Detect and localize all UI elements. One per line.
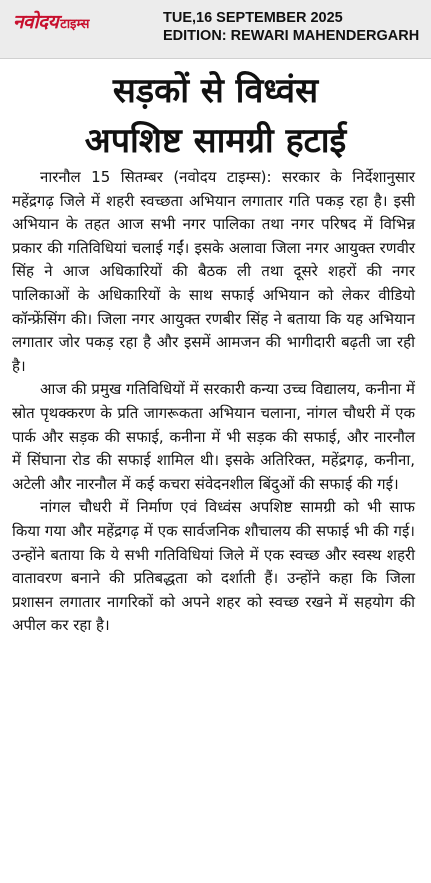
masthead [0,0,431,58]
headline-line-1: सड़कों से विध्वंस [112,71,319,111]
article-headline [0,66,431,166]
publication-date: TUE,16 SEPTEMBER 2025 [163,10,343,26]
edition-info [163,9,431,45]
logo-main-text: नवोदय [13,11,59,33]
newspaper-logo [13,10,89,34]
article-paragraph: नांगल चौधरी में निर्माण एवं विध्वंस अपशिष्ट सामग्री को भी साफ किया गया और महेंद्रगढ़ में एक सार्वजनिक शौचालय की सफाई भी की गई। उन्होंने बताया कि ये सभी गतिविधियां जिले में एक स्वच्छ और स्वस्थ शहरी वातावरण बनाने की प्रतिबद्धता को दर्शाती हैं। उन्होंने कहा कि जिला प्रशासन लगातार नागरिकों को अपने शहर को स्वच्छ रखने में सहयोग की अपील कर रहा है। [12,498,415,635]
logo-sub-text: टाइम्स [60,17,90,32]
headline-line-2: अपशिष्ट सामग्री हटाई [84,121,347,161]
article-body [12,166,415,638]
edition-name: EDITION: REWARI MAHENDERGARH [163,28,420,44]
article-paragraph: नारनौल 15 सितम्बर (नवोदय टाइम्स): सरकार के निर्देशानुसार महेंद्रगढ़ जिले में शहरी स्वच्छता अभियान लगातार गति पकड़ रहा है। इसी अभियान के तहत आज सभी नगर पालिका तथा नगर परिषद में विभिन्न प्रकार की गतिविधियां चलाई गईं। इसके अलावा जिला नगर आयुक्त रणवीर सिंह ने आज अधिकारियों की बैठक ली तथा दूसरे शहरों की नगर पालिकाओं के अधिकारियों के साथ सफाई अभियान को लेकर वीडियो कॉन्फ्रेंसिंग की। जिला नगर आयुक्त रणबीर सिंह ने बताया कि यह अभियान लगातार जोर पकड़ रहा है और इसमें आमजन की भागीदारी बढ़ती जा रही है। [12,168,415,375]
article-paragraph: आज की प्रमुख गतिविधियों में सरकारी कन्या उच्च विद्यालय, कनीना में स्रोत पृथक्करण के प्रति जागरूकता अभियान चलाना, नांगल चौधरी में एक पार्क और सड़क की सफाई, कनीना में भी सड़क की सफाई, और नारनौल में सिंघाना रोड की सफाई शामिल थी। इसके अतिरिक्त, महेंद्रगढ़, कनीना, अटेली और नारनौल में कई कचरा संवेदनशील बिंदुओं की सफाई की गई। [12,380,415,493]
header-divider [0,58,431,59]
